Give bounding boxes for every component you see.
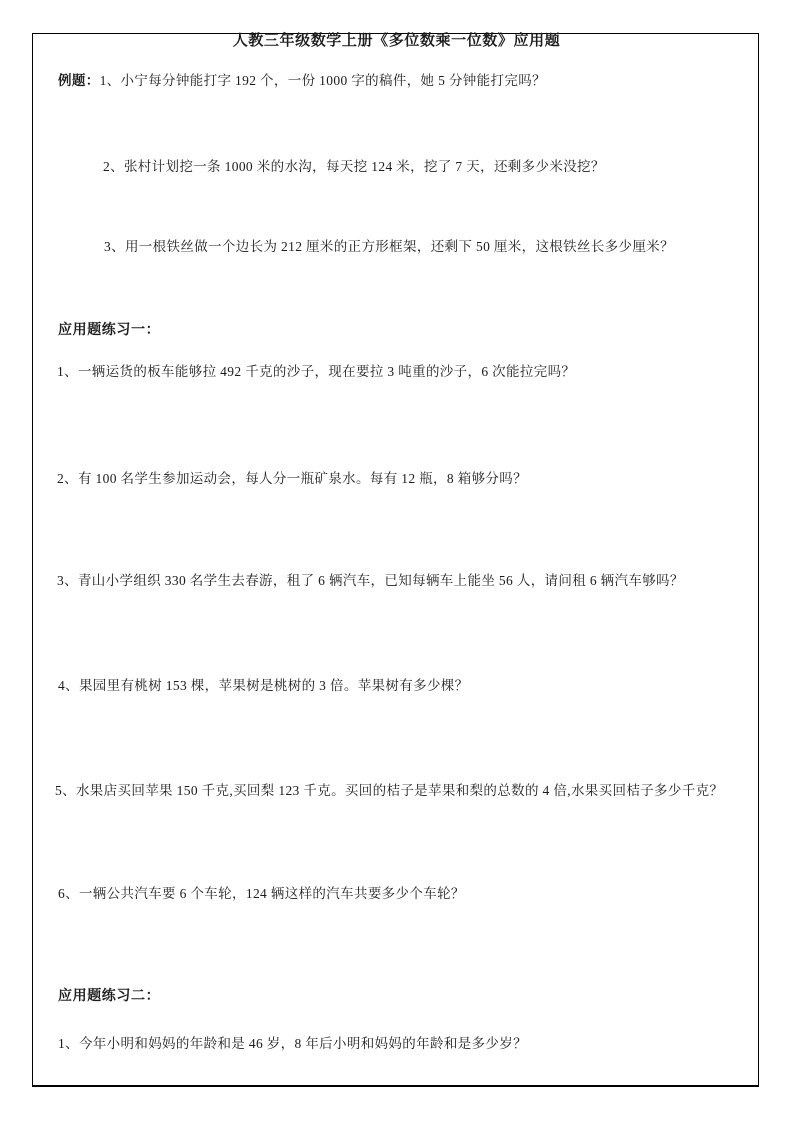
page-title: 人教三年级数学上册《多位数乘一位数》应用题 <box>232 33 561 49</box>
exercise1-problem-4: 4、果园里有桃树 153 棵，苹果树是桃树的 3 倍。苹果树有多少棵？ <box>58 678 469 693</box>
example-problem-line-3: 3、用一根铁丝做一个边长为 212 厘米的正方形框架，还剩下 50 厘米，这根铁丝长多少厘米？ <box>104 239 674 254</box>
exercise1-problem-5: 5、水果店买回苹果 150 千克,买回梨 123 千克。买回的桔子是苹果和梨的总数的 4 倍,水果买回桔子多少千克？ <box>55 783 724 798</box>
example-problem-line-1 <box>58 72 546 89</box>
exercise1-problem-3: 3、青山小学组织 330 名学生去春游，租了 6 辆汽车，已知每辆车上能坐 56 人，请问租 6 辆汽车够吗？ <box>57 573 684 588</box>
exercise1-header: 应用题练习一： <box>58 323 161 338</box>
exercise2-header: 应用题练习二： <box>58 989 161 1004</box>
example-label: 例题： <box>58 73 100 88</box>
page-border-frame <box>32 33 759 1087</box>
exercise1-problem-2: 2、有 100 名学生参加运动会，每人分一瓶矿泉水。每有 12 瓶，8 箱够分吗？ <box>57 471 527 486</box>
example-problem-text-1: 1、小宁每分钟能打字 192 个，一份 1000 字的稿件，她 5 分钟能打完吗？ <box>99 73 546 88</box>
exercise1-problem-6: 6、一辆公共汽车要 6 个车轮，124 辆这样的汽车共要多少个车轮？ <box>58 886 465 901</box>
exercise2-problem-1: 1、今年小明和妈妈的年龄和是 46 岁，8 年后小明和妈妈的年龄和是多少岁？ <box>58 1036 527 1051</box>
exercise1-problem-1: 1、一辆运货的板车能够拉 492 千克的沙子，现在要拉 3 吨重的沙子，6 次能拉完吗？ <box>57 364 576 379</box>
example-problem-line-2: 2、张村计划挖一条 1000 米的水沟，每天挖 124 米，挖了 7 天，还剩多少米没挖？ <box>103 159 605 174</box>
